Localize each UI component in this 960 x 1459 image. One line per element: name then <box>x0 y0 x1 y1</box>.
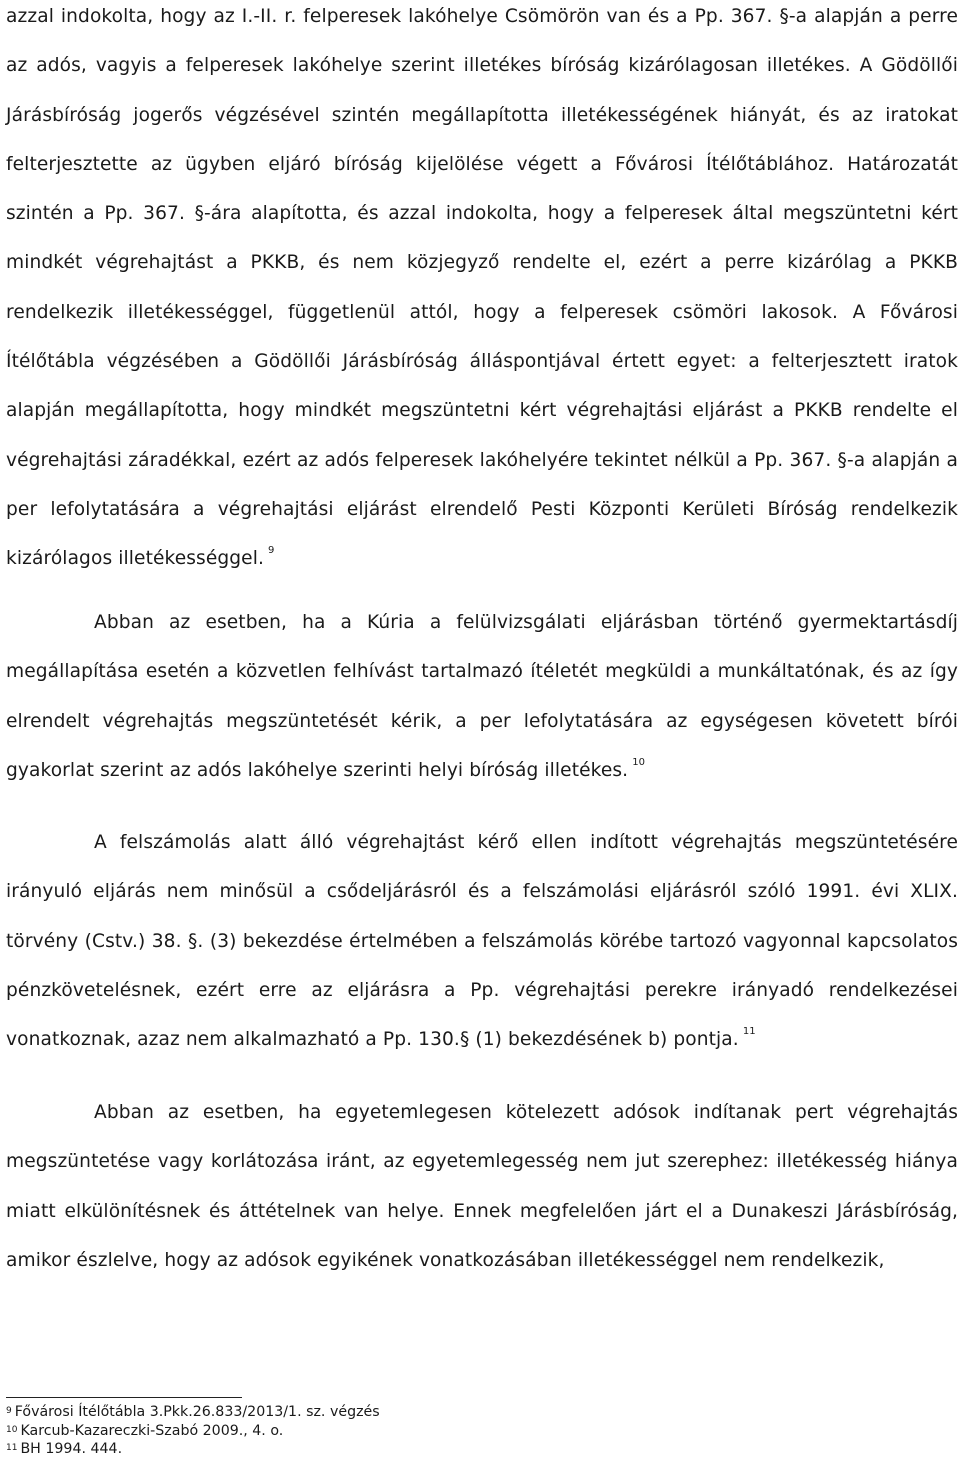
footnote <box>6 1422 906 1441</box>
footnotes-section <box>6 1403 906 1459</box>
paragraph <box>6 598 958 795</box>
footnote-reference: 10 <box>632 756 646 768</box>
footnote-number: 11 <box>6 1443 18 1454</box>
paragraph-text: A felszámolás alatt álló végrehajtást kérő ellen indított végrehajtás megszüntetésére irányuló eljárás nem minősül a csődeljárásról és a felszámolási eljárásról szóló 1991. évi XLIX. törvény (Cstv.) 38. §. (3) bekezdése értelmében a felszámolás körébe tartozó vagyonnal kapcsolatos pénzkövetelésnek, ezért erre az eljárásra a Pp. végrehajtási perekre irányadó rendelkezései vonatkoznak, azaz nem alkalmazható a Pp. 130.§ (1) bekezdésének b) pontja. <box>6 832 958 1051</box>
footnote-text: Karcub-Kazareczki-Szabó 2009., 4. o. <box>20 1422 284 1439</box>
footnote-reference: 11 <box>742 1026 756 1038</box>
footnote <box>6 1403 906 1422</box>
footnote-text: BH 1994. 444. <box>20 1441 123 1458</box>
paragraph-text: azzal indokolta, hogy az I.-II. r. felperesek lakóhelye Csömörön van és a Pp. 367. §-a alapján a perre az adós, vagyis a felperesek lakóhelye szerint illetékes bíróság kizárólagosan illetékes. A Gödöllői Járásbíróság jogerős végzésével szintén megállapította illetékességének hiányát, és az iratokat felterjesztette az ügyben eljáró bíróság kijelölése végett a Fővárosi Ítélőtáblához. Határozatát szintén a Pp. 367. §-ára alapította, és azzal indokolta, hogy a felperesek által megszüntetni kért mindkét végrehajtást a PKKB, és nem közjegyző rendelte el, ezért a perre kizárólag a PKKB rendelkezik illetékességgel, függetlenül attól, hogy a felperesek csömöri lakosok. A Fővárosi Ítélőtábla végzésében a Gödöllői Járásbíróság álláspontjával értett egyet: a felterjesztett iratok alapján megállapította, hogy mindkét megszüntetni kért végrehajtási eljárást a PKKB rendelte el végrehajtási záradékkal, ezért az adós felperesek lakóhelyére tekintet nélkül a Pp. 367. §-a alapján a per lefolytatására a végrehajtási eljárást elrendelő Pesti Központi Kerületi Bíróság rendelkezik kizárólagos illetékességgel. <box>6 6 958 570</box>
footnote-reference: 9 <box>267 545 275 557</box>
paragraph <box>6 1088 958 1285</box>
footnote-number: 9 <box>6 1406 12 1416</box>
footnote-text: Fővárosi Ítélőtábla 3.Pkk.26.833/2013/1. sz. végzés <box>14 1404 380 1420</box>
footnote <box>6 1440 906 1459</box>
footnote-number: 10 <box>6 1424 18 1435</box>
footnote-separator <box>6 1397 242 1398</box>
paragraph-continued <box>6 0 958 584</box>
paragraph <box>6 818 958 1064</box>
paragraph-text: Abban az esetben, ha a Kúria a felülvizsgálati eljárásban történő gyermektartásdíj megállapítása esetén a közvetlen felhívást tartalmazó ítéletét megküldi a munkáltatónak, és az így elrendelt végrehajtás megszüntetését kérik, a per lefolytatására az egységesen követett bírói gyakorlat szerint az adós lakóhelye szerinti helyi bíróság illetékes. <box>6 612 958 781</box>
paragraph-text: Abban az esetben, ha egyetemlegesen kötelezett adósok indítanak pert végrehajtás megszüntetése vagy korlátozása iránt, az egyetemlegesség nem jut szerephez: illetékesség hiánya miatt elkülönítésnek és áttételnek van helye. Ennek megfelelően járt el a Dunakeszi Járásbíróság, amikor észlelve, hogy az adósok egyikének vonatkozásában illetékességgel nem rendelkezik, <box>6 1102 958 1271</box>
